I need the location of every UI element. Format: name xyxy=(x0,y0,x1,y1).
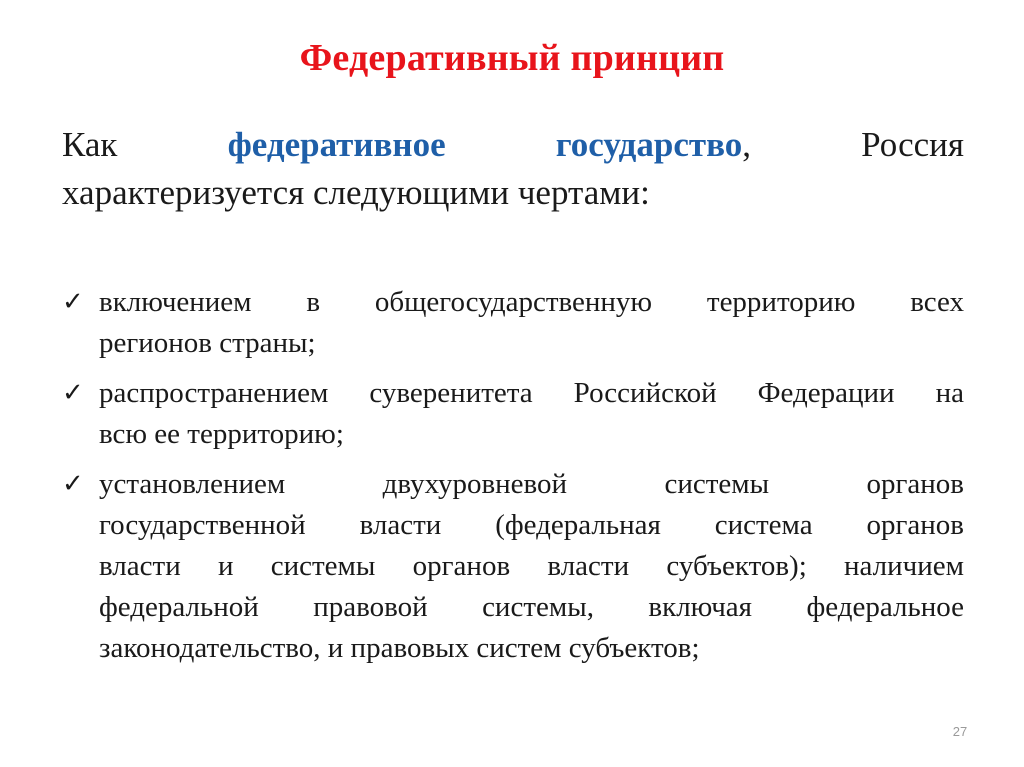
page-number: 27 xyxy=(952,724,968,739)
intro-word: Россия xyxy=(861,125,964,164)
intro-word: Как xyxy=(62,125,118,164)
word: власти xyxy=(547,550,630,582)
intro-comma: , xyxy=(742,125,751,164)
word: включением xyxy=(99,286,252,318)
intro-highlight-state: государство xyxy=(555,125,743,164)
intro-line-1 xyxy=(62,121,964,169)
word: и xyxy=(217,550,234,582)
list-item-line xyxy=(99,546,964,587)
word: Российской xyxy=(573,377,717,409)
list-item-line xyxy=(99,282,964,323)
word: территорию xyxy=(706,286,856,318)
word: системы xyxy=(664,468,770,500)
word: распространением xyxy=(99,377,329,409)
intro-paragraph xyxy=(62,121,964,217)
list-item xyxy=(62,282,964,364)
list-item xyxy=(62,464,964,669)
check-mark-icon: ✓ xyxy=(62,469,84,499)
word: общегосударственную xyxy=(374,286,653,318)
word: федеральное xyxy=(806,591,964,623)
word: субъектов); xyxy=(666,550,807,582)
word: Федерации xyxy=(757,377,895,409)
word: суверенитета xyxy=(369,377,533,409)
word: органов xyxy=(866,468,964,500)
word: власти xyxy=(359,509,442,541)
intro-highlight-federal: федеративное xyxy=(227,125,446,164)
word: в xyxy=(306,286,321,318)
list-item-line: регионов страны; xyxy=(99,327,316,359)
list-item-line xyxy=(99,587,964,628)
intro-word-state xyxy=(556,121,751,169)
word: наличием xyxy=(844,550,964,582)
check-mark-icon: ✓ xyxy=(62,287,84,317)
check-mark-icon: ✓ xyxy=(62,378,84,408)
feature-list xyxy=(62,282,964,678)
word: всех xyxy=(910,286,964,318)
list-item-line xyxy=(99,464,964,505)
word: система xyxy=(714,509,813,541)
list-item xyxy=(62,373,964,455)
word: на xyxy=(935,377,964,409)
word: включая xyxy=(648,591,753,623)
slide-title: Федеративный принцип xyxy=(299,37,725,79)
word: системы, xyxy=(482,591,594,623)
word: установлением xyxy=(99,468,286,500)
word: государственной xyxy=(99,509,306,541)
word: федеральной xyxy=(99,591,259,623)
word: (федеральная xyxy=(495,509,661,541)
word: системы xyxy=(270,550,376,582)
word: органов xyxy=(412,550,511,582)
list-item-line: законодательство, и правовых систем субъектов; xyxy=(99,632,700,664)
word: правовой xyxy=(313,591,428,623)
intro-line-2: характеризуется следующими чертами: xyxy=(62,173,650,212)
list-item-line: всю ее территорию; xyxy=(99,418,344,450)
word: двухуровневой xyxy=(382,468,568,500)
list-item-line xyxy=(99,505,964,546)
word: власти xyxy=(99,550,181,582)
list-item-line xyxy=(99,373,964,414)
word: органов xyxy=(866,509,964,541)
